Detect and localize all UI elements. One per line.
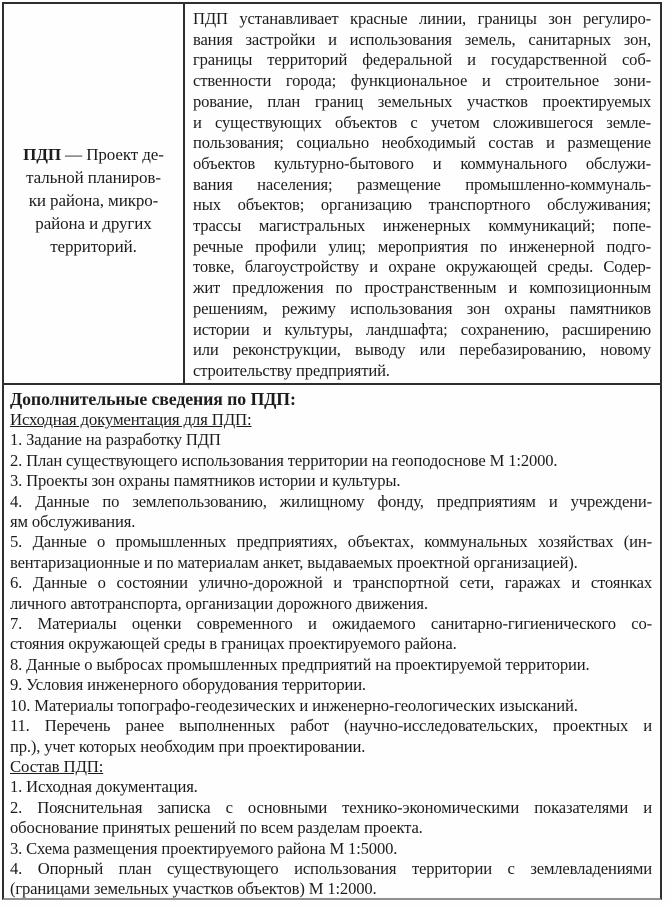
list-line: (границами земельных участков объектов) М 1:2000. (10, 879, 377, 899)
section-heading: Дополнительные сведения по ПДП: (10, 389, 296, 409)
definition-line: и существующих объектов с учетом сложившегося земле- (193, 112, 651, 132)
definition-line: или реконструкции, выводу или перебазированию, новому (193, 340, 651, 360)
definition-line: ных объектов; организацию транспортного обслуживания; (193, 195, 651, 215)
term-line-rest: — Проект де- (61, 145, 164, 164)
list-line: 2. План существующего использования территории на геоподоснове М 1:2000. (10, 450, 558, 470)
list-line: 1. Исходная документация. (10, 777, 198, 797)
definition-line: границы территорий федеральной и государственной соб- (193, 50, 651, 70)
definition-line: жит предложения по пространственным и композиционным (193, 278, 651, 298)
additional-info-section (4, 385, 660, 900)
list-line: вентаризационные и по материалам анкет, выдаваемых проектной организацией). (10, 552, 578, 572)
definition-line: истории и культуры, ландшафта; сохранению, расширению (193, 319, 651, 339)
term-abbr: ПДП (23, 145, 62, 164)
list-line: ям обслуживания. (10, 512, 136, 532)
list-line: 1. Задание на разработку ПДП (10, 430, 221, 450)
definition-cell (185, 4, 660, 383)
list-line: 10. Материалы топографо-геодезических и инженерно-геологических изысканий. (10, 695, 578, 715)
definition-line: решениям, режиму использования зон охраны памятников (193, 298, 651, 318)
definition-line: ственности города; функциональное и строительное зони- (193, 71, 651, 91)
term-line: территорий. (50, 237, 137, 256)
list-line: 6. Данные о состоянии улично-дорожной и транспортной сети, гаражах и стоянках (10, 573, 652, 593)
definition-line: товке, благоустройству и охране окружающей среды. Содер- (193, 257, 651, 277)
source-docs-label: Исходная документация для ПДП: (10, 410, 252, 429)
definition-line: строительству предприятий. (193, 360, 390, 380)
term-line: тальной планиров- (26, 168, 161, 187)
list-line: 4. Опорный план существующего использования территории с землевладениями (10, 858, 652, 878)
list-line: 7. Материалы оценки современного и ожидаемого санитарно-гигиенического со- (10, 614, 652, 634)
list-line: 5. Данные о промышленных предприятиях, объектах, коммунальных хозяйствах (ин- (10, 532, 652, 552)
definition-line: вания застройки и использования земель, санитарных зон, (193, 29, 651, 49)
term-text (23, 129, 164, 258)
composition-label: Состав ПДП: (10, 756, 104, 776)
list-line: 8. Данные о выбросах промышленных предприятий на проектируемой территории. (10, 654, 590, 674)
list-line: обоснование принятых решений по всем разделам проекта. (10, 818, 423, 838)
glossary-entry-row (4, 4, 660, 385)
definition-line: ПДП устанавливает красные линии, границы зон регулиро- (193, 9, 651, 28)
list-line: 11. Перечень ранее выполненных работ (научно-исследовательских, проектных и (10, 716, 652, 736)
list-line: 9. Условия инженерного оборудования территории. (10, 675, 366, 695)
definition-line: объектов культурно-бытового и коммунального обслужи- (193, 153, 651, 173)
list-line: стояния окружающей среды в границах проектируемого района. (10, 634, 457, 654)
definition-line: речные профили улиц; мероприятия по инженерной подго- (193, 236, 651, 256)
definition-line: трассы магистральных инженерных коммуникаций; попе- (193, 216, 651, 236)
term-line (23, 143, 164, 166)
list-line: пр.), учет которых необходим при проектировании. (10, 736, 366, 756)
list-line: 3. Проекты зон охраны памятников истории и культуры. (10, 471, 401, 491)
list-line: 3. Схема размещения проектируемого района М 1:5000. (10, 838, 398, 858)
term-line: района и других (35, 214, 152, 233)
definition-line: рование, план границ земельных участков проектируемых (193, 91, 651, 111)
definition-line: пользования; социально необходимый состав и размещение (193, 133, 651, 153)
list-line: 2. Пояснительная записка с основными технико-экономическими показателями и (10, 797, 652, 817)
definition-line: вания населения; размещение промышленно-коммуналь- (193, 174, 651, 194)
term-cell (4, 4, 185, 383)
list-line: личного автотранспорта, организации дорожного движения. (10, 593, 428, 613)
list-line: 4. Данные по землепользованию, жилищному фонду, предприятиям и учреждени- (10, 491, 652, 511)
glossary-table (2, 2, 662, 900)
term-line: ки района, микро- (28, 191, 159, 210)
